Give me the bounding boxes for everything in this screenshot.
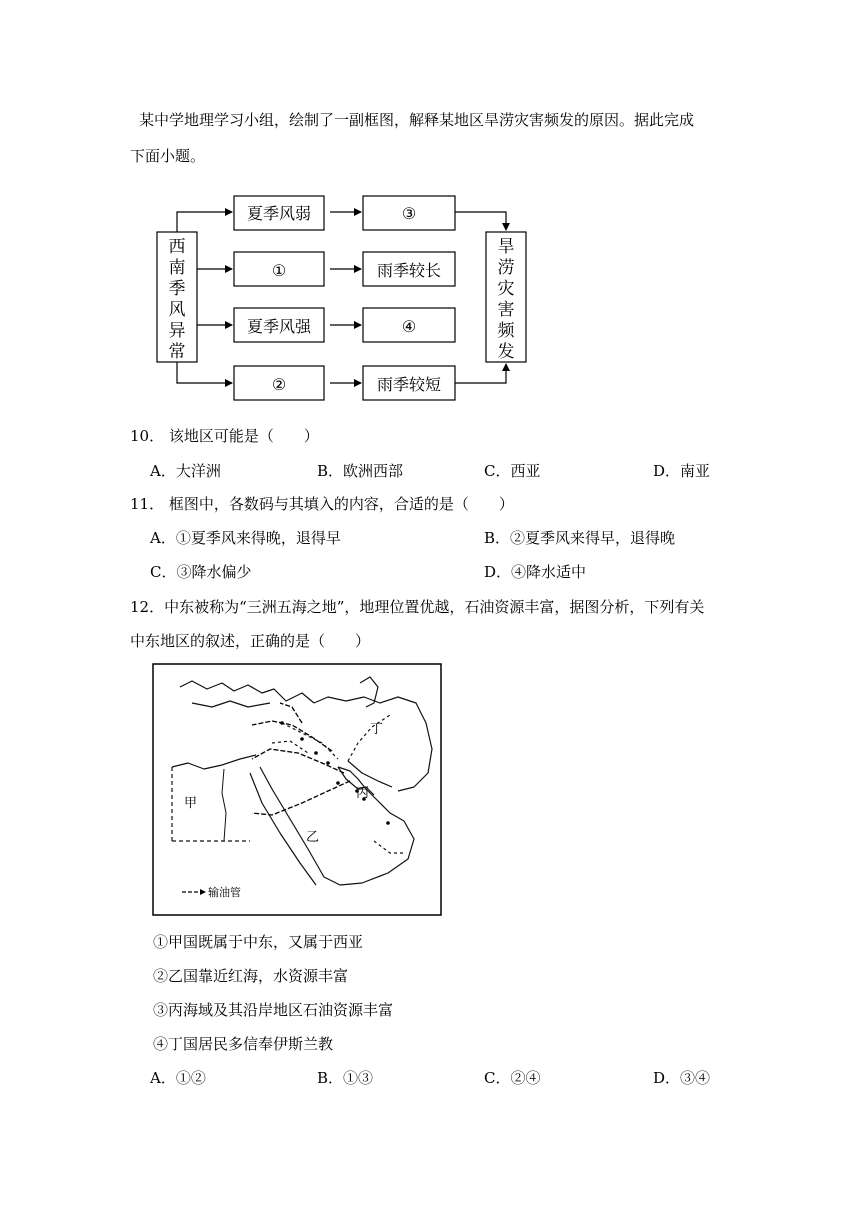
- q12-statement-1: ①甲国既属于中东，又属于西亚: [153, 933, 364, 951]
- col2-label: ④: [401, 317, 417, 336]
- col1-label: ②: [271, 375, 287, 394]
- map-label-ding: 丁: [370, 722, 384, 737]
- q10-option-a[interactable]: A．大洋洲: [150, 462, 221, 480]
- q11-stem: 11． 框图中，各数码与其填入的内容，合适的是（ ）: [130, 495, 514, 513]
- q12-option-b[interactable]: B．①③: [317, 1069, 374, 1087]
- map-label-yi: 乙: [306, 830, 320, 845]
- q11-option-c[interactable]: C．③降水偏少: [150, 563, 252, 581]
- result-char: 频: [497, 321, 515, 341]
- col2-label: ③: [401, 204, 417, 223]
- col1-label: ①: [271, 261, 287, 280]
- arrow-result-2: [455, 364, 506, 383]
- q10-option-d[interactable]: D．南亚: [653, 462, 711, 480]
- q12-statement-2: ②乙国靠近红海，水资源丰富: [153, 967, 349, 985]
- q12-option-a[interactable]: A．①②: [150, 1069, 206, 1087]
- q10-option-c[interactable]: C．西亚: [484, 462, 541, 480]
- q10-option-b[interactable]: B．欧洲西部: [317, 462, 404, 480]
- q12-statement-4: ④丁国居民多信奉伊斯兰教: [153, 1035, 334, 1053]
- map-label-bing: 丙: [356, 786, 370, 801]
- cause-char: 风: [168, 300, 186, 320]
- cause-char: 季: [168, 279, 186, 299]
- result-char: 旱: [497, 237, 515, 257]
- q10-stem: 10． 该地区可能是（ ）: [130, 427, 319, 445]
- q12-statement-3: ③丙海域及其沿岸地区石油资源丰富: [153, 1001, 394, 1019]
- q12-option-d[interactable]: D．③④: [653, 1069, 711, 1087]
- result-char: 害: [497, 300, 515, 320]
- map-frame: [153, 664, 441, 915]
- cause-char: 西: [168, 237, 186, 257]
- q12-stem-line-1: 12．中东被称为“三洲五海之地”，地理位置优越，石油资源丰富，据图分析，下列有关: [130, 598, 705, 616]
- q12-stem-line-2: 中东地区的叙述，正确的是（ ）: [130, 632, 371, 650]
- col2-label: 雨季较长: [376, 261, 442, 280]
- q11-option-b[interactable]: B．②夏季风来得早，退得晚: [484, 529, 676, 547]
- map-label-jia: 甲: [184, 796, 198, 811]
- cause-char: 异: [168, 321, 186, 341]
- cause-char: 常: [168, 342, 186, 362]
- col2-label: 雨季较短: [376, 375, 442, 394]
- flow-diagram: [150, 190, 540, 405]
- intro-line-1: 某中学地理学习小组，绘制了一副框图，解释某地区旱涝灾害频发的原因。据此完成: [139, 111, 695, 129]
- intro-line-2: 下面小题。: [130, 147, 206, 165]
- arrow-cause-4: [177, 362, 232, 383]
- col1-label: 夏季风弱: [246, 204, 312, 223]
- cause-char: 南: [168, 258, 186, 278]
- result-char: 发: [497, 342, 515, 362]
- q12-option-c[interactable]: C．②④: [484, 1069, 541, 1087]
- q11-option-a[interactable]: A．①夏季风来得晚，退得早: [150, 529, 341, 547]
- arrow-result-1: [455, 212, 506, 230]
- result-char: 灾: [497, 279, 515, 299]
- middle-east-map: [152, 663, 442, 916]
- legend-label: 输油管: [208, 886, 241, 899]
- col1-label: 夏季风强: [246, 317, 312, 336]
- arrow-cause-1: [177, 212, 232, 232]
- result-char: 涝: [497, 258, 515, 278]
- q11-option-d[interactable]: D．④降水适中: [484, 563, 587, 581]
